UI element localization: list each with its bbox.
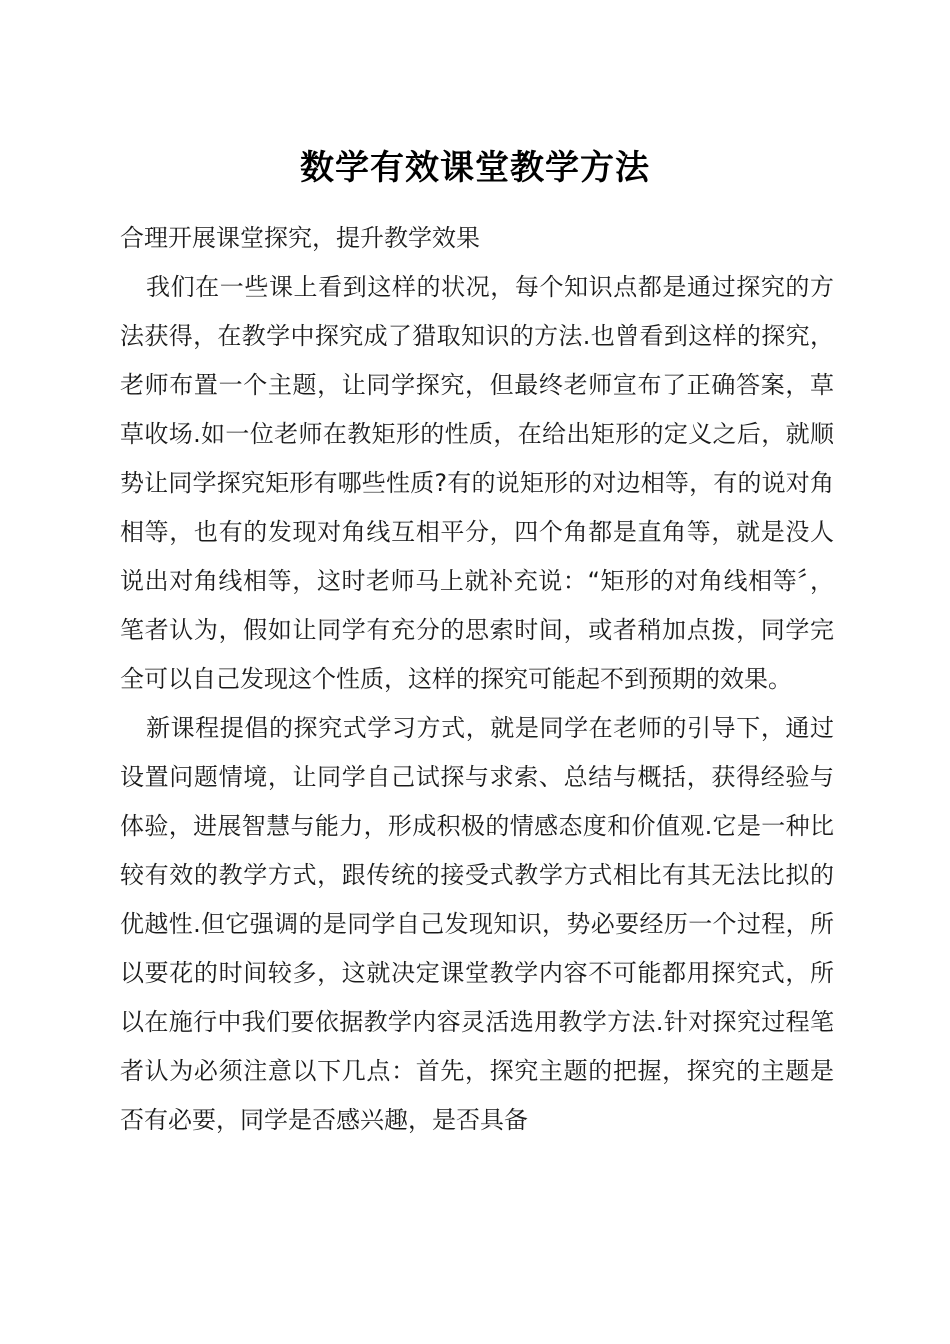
section-heading: 合理开展课堂探究，提升教学效果	[120, 224, 480, 252]
document-body	[120, 214, 834, 1145]
paragraph: 新课程提倡的探究式学习方式，就是同学在老师的引导下，通过设置问题情境，让同学自己试探与求索、总结与概括，获得经验与体验，进展智慧与能力，形成积极的情感态度和价值观.它是一种比较有效的教学方式，跟传统的接受式教学方式相比有其无法比拟的优越性.但它强调的是同学自己发现知识，势必要经历一个过程，所以要花的时间较多，这就决定课堂教学内容不可能都用探究式，所以在施行中我们要依据教学内容灵活选用教学方法.针对探究过程笔者认为必须注意以下几点：首先，探究主题的把握，探究的主题是否有必要，同学是否感兴趣，是否具备	[120, 714, 834, 1134]
paragraph: 我们在一些课上看到这样的状况，每个知识点都是通过探究的方法获得，在教学中探究成了猎取知识的方法.也曾看到这样的探究，老师布置一个主题，让同学探究，但最终老师宣布了正确答案，草草收场.如一位老师在教矩形的性质，在给出矩形的定义之后，就顺势让同学探究矩形有哪些性质?有的说矩形的对边相等，有的说对角相等，也有的发现对角线互相平分，四个角都是直角等，就是没人说出对角线相等，这时老师马上就补充说：“矩形的对角线相等〞，笔者认为，假如让同学有充分的思索时间，或者稍加点拨，同学完全可以自己发现这个性质，这样的探究可能起不到预期的效果。	[120, 273, 834, 693]
document-title: 数学有效课堂教学方法	[300, 148, 650, 188]
